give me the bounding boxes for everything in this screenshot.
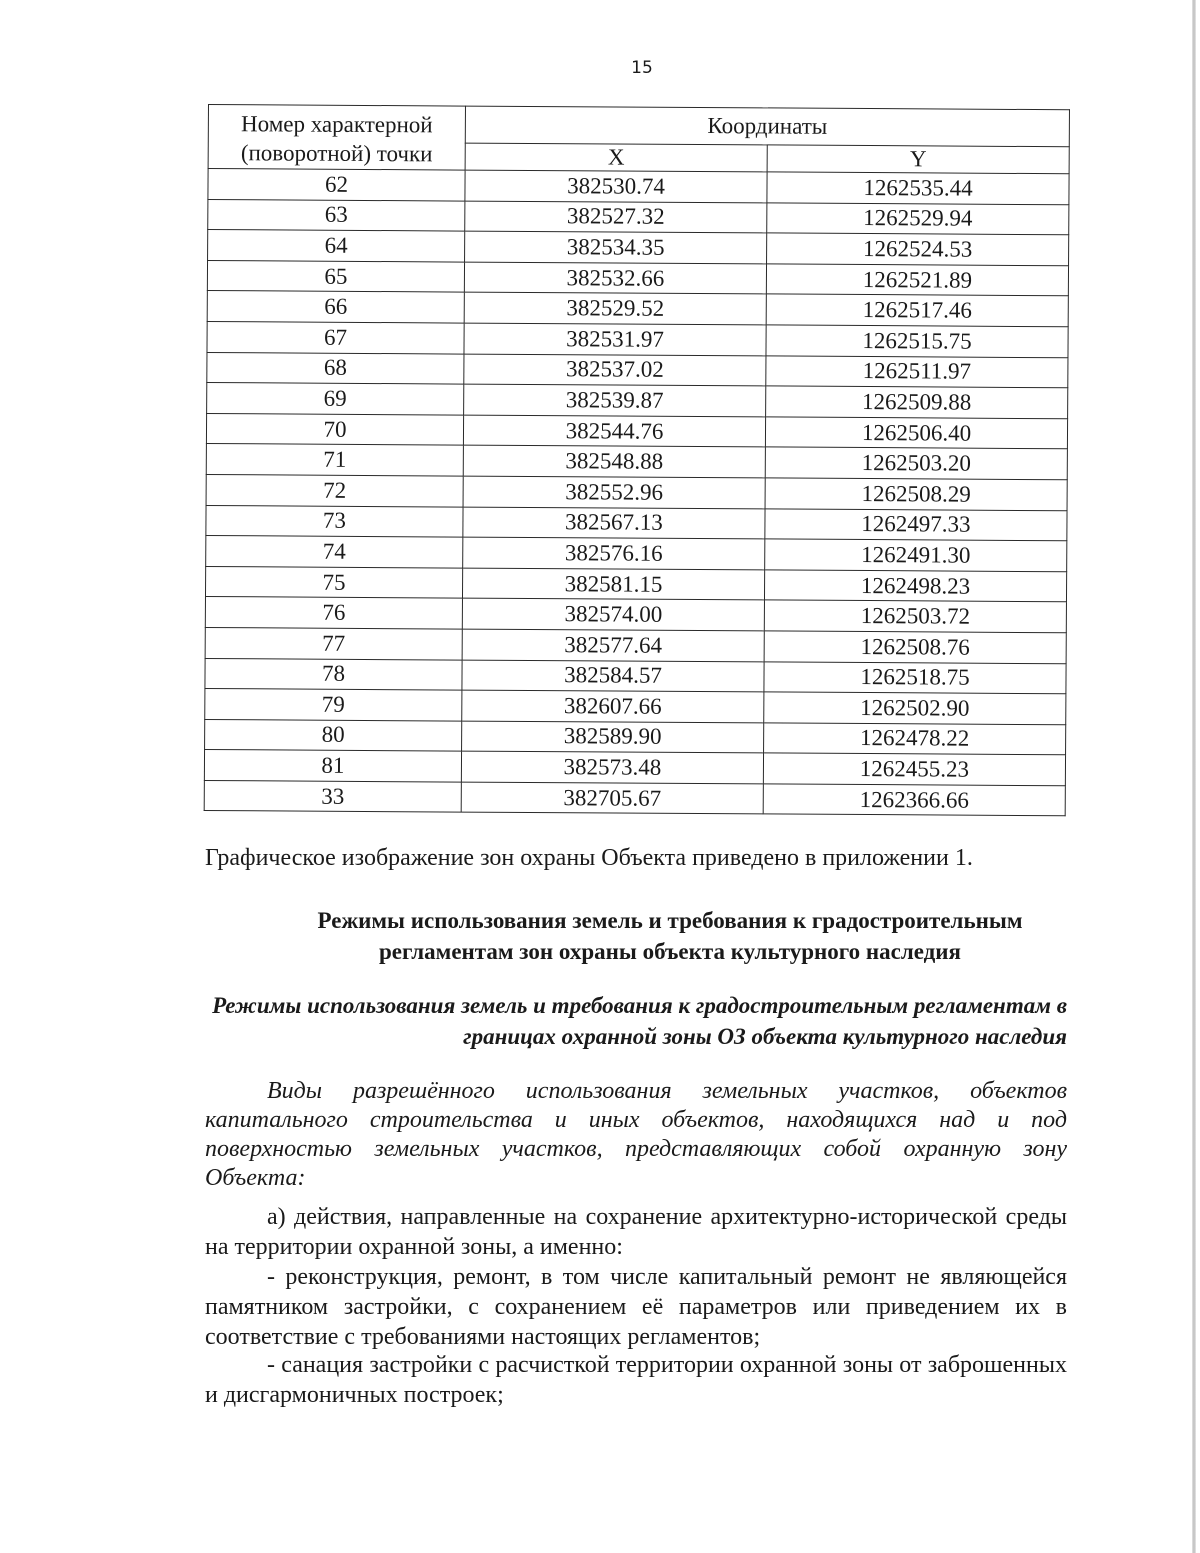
x-coordinate-cell: 382705.67 [461, 782, 763, 814]
header-y: Y [767, 145, 1069, 174]
point-number-cell: 65 [207, 260, 464, 292]
section-heading: Режимы использования земель и требования к градостроительным регламентам зон охраны объекта культурного наследия [317, 908, 1023, 964]
y-coordinate-cell: 1262508.29 [765, 478, 1067, 510]
x-coordinate-cell: 382573.48 [461, 751, 763, 783]
y-coordinate-cell: 1262498.23 [764, 570, 1066, 602]
y-coordinate-cell: 1262518.75 [764, 661, 1066, 693]
table-row [204, 780, 1065, 816]
x-coordinate-cell: 382531.97 [464, 323, 766, 355]
y-coordinate-cell: 1262503.72 [764, 600, 1066, 632]
y-coordinate-cell: 1262506.40 [765, 417, 1067, 449]
y-coordinate-cell: 1262529.94 [767, 203, 1069, 235]
y-coordinate-cell: 1262509.88 [766, 386, 1068, 418]
x-coordinate-cell: 382530.74 [465, 170, 767, 202]
header-point-number: Номер характерной (поворотной) точки [208, 105, 465, 171]
x-coordinate-cell: 382574.00 [462, 598, 764, 630]
y-coordinate-cell: 1262497.33 [765, 508, 1067, 540]
point-number-cell: 62 [208, 169, 465, 201]
y-coordinate-cell: 1262535.44 [767, 172, 1069, 204]
bullet-item-reconstruction: - реконструкция, ремонт, в том числе капитальный ремонт не являющейся памятником застройки, с сохранением её параметров или приведением их в соответствие с требованиями настоящих регламентов; [205, 1264, 1067, 1350]
point-number-cell: 80 [205, 719, 462, 751]
y-coordinate-cell: 1262502.90 [764, 692, 1066, 724]
point-number-cell: 73 [206, 505, 463, 537]
y-coordinate-cell: 1262503.20 [765, 447, 1067, 479]
point-number-cell: 68 [207, 352, 464, 384]
y-coordinate-cell: 1262521.89 [766, 264, 1068, 296]
x-coordinate-cell: 382577.64 [462, 629, 764, 661]
point-number-cell: 63 [208, 199, 465, 231]
header-coordinates: Координаты [465, 106, 1069, 147]
point-number-cell: 78 [205, 658, 462, 690]
y-coordinate-cell: 1262511.97 [766, 355, 1068, 387]
y-coordinate-cell: 1262491.30 [765, 539, 1067, 571]
x-coordinate-cell: 382527.32 [465, 201, 767, 233]
y-coordinate-cell: 1262478.22 [764, 723, 1066, 755]
point-number-cell: 70 [206, 413, 463, 445]
point-number-cell: 64 [208, 230, 465, 262]
y-coordinate-cell: 1262524.53 [767, 233, 1069, 265]
x-coordinate-cell: 382567.13 [463, 507, 765, 539]
point-number-cell: 67 [207, 321, 464, 353]
x-coordinate-cell: 382552.96 [463, 476, 765, 508]
page-number: 15 [631, 58, 653, 78]
y-coordinate-cell: 1262508.76 [764, 631, 1066, 663]
point-number-cell: 81 [204, 750, 461, 782]
point-number-cell: 77 [205, 627, 462, 659]
point-number-cell: 74 [206, 536, 463, 568]
point-number-cell: 33 [204, 780, 461, 812]
x-coordinate-cell: 382576.16 [463, 537, 765, 569]
x-coordinate-cell: 382584.57 [462, 660, 764, 692]
point-number-cell: 72 [206, 474, 463, 506]
x-coordinate-cell: 382537.02 [464, 354, 766, 386]
y-coordinate-cell: 1262455.23 [763, 753, 1065, 785]
x-coordinate-cell: 382544.76 [463, 415, 765, 447]
x-coordinate-cell: 382581.15 [462, 568, 764, 600]
intro-paragraph: Виды разрешённого использования земельных участков, объектов капитального строительства и иных объектов, находящихся над и под поверхностью земельных участков, представляющих собой охранную зону Объекта: [205, 1078, 1067, 1191]
point-number-cell: 69 [207, 383, 464, 415]
x-coordinate-cell: 382532.66 [464, 262, 766, 294]
x-coordinate-cell: 382548.88 [463, 445, 765, 477]
x-coordinate-cell: 382607.66 [462, 690, 764, 722]
graphic-note: Графическое изображение зон охраны Объекта приведено в приложении 1. [205, 845, 973, 871]
point-number-cell: 76 [205, 597, 462, 629]
x-coordinate-cell: 382539.87 [464, 384, 766, 416]
point-number-cell: 79 [205, 689, 462, 721]
coordinates-table-body [204, 169, 1069, 817]
coordinates-table [204, 104, 1070, 817]
x-coordinate-cell: 382534.35 [465, 231, 767, 263]
y-coordinate-cell: 1262517.46 [766, 294, 1068, 326]
x-coordinate-cell: 382529.52 [464, 292, 766, 324]
paragraph-a: а) действия, направленные на сохранение архитектурно-исторической среды на территории охранной зоны, а именно: [205, 1204, 1067, 1260]
point-number-cell: 66 [207, 291, 464, 323]
point-number-cell: 75 [205, 566, 462, 598]
page-edge [1192, 0, 1196, 1553]
header-x: X [465, 143, 767, 172]
bullet-item-sanitation: - санация застройки с расчисткой территории охранной зоны от заброшенных и дисгармоничных построек; [205, 1352, 1067, 1408]
x-coordinate-cell: 382589.90 [462, 721, 764, 753]
point-number-cell: 71 [206, 444, 463, 476]
y-coordinate-cell: 1262515.75 [766, 325, 1068, 357]
subsection-heading: Режимы использования земель и требования к градостроительным регламентам в границах охранной зоны ОЗ объекта культурного наследия [212, 993, 1067, 1049]
y-coordinate-cell: 1262366.66 [763, 784, 1065, 816]
